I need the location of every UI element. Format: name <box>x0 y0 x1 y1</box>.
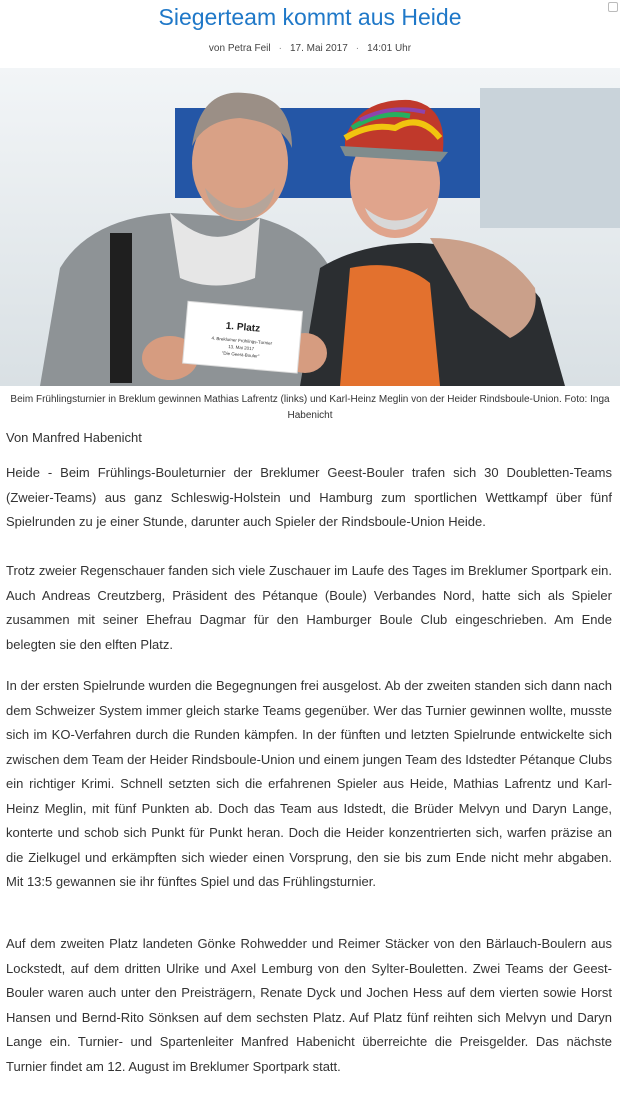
article-title: Siegerteam kommt aus Heide <box>158 4 462 30</box>
meta-time: 14:01 Uhr <box>367 43 412 54</box>
card-title: 1. Platz <box>225 320 261 335</box>
card-line: "Die Geest-Bouler" <box>221 350 260 359</box>
article-paragraph: Trotz zweier Regenschauer fanden sich viele Zuschauer im Laufe des Tages im Breklumer Sportpark ein. Auch Andreas Creutzberg, Präsident des Pétanque (Boule) Verbandes Nord, hatte sich als Spieler zusammen mit seiner Ehefrau Dagmar für den Hamburger Boule Club eingeschrieben. Am Ende belegten sie den elften Platz. <box>6 563 612 652</box>
meta-date: 17. Mai 2017 <box>289 43 348 54</box>
article-meta <box>0 43 620 54</box>
card-line: 13. Mai 2017 <box>227 344 255 352</box>
article-paragraph: Heide - Beim Frühlings-Bouleturnier der Breklumer Geest-Bouler trafen sich 30 Doubletten-Teams (Zweier-Teams) aus ganz Schleswig-Holstein und Hamburg zum sportlichen Wettkampf über fünf Spielrunden zu je einer Stunde, darunter auch Spieler der Rindsboule-Union Heide. <box>6 465 612 529</box>
meta-separator: · <box>278 43 282 54</box>
card-line: 4. Breklumer Frühlings-Turnier <box>211 335 273 346</box>
photo-illustration <box>0 68 620 386</box>
meta-author: von Petra Feil <box>208 43 271 54</box>
article-paragraph: In der ersten Spielrunde wurden die Begegnungen frei ausgelost. Ab der zweiten standen sich dann nach dem Schweizer System immer gleich starke Teams gegenüber. Wer das Turnier gewinnen wollte, musste sich im KO-Verfahren durch die Runden kämpfen. In der fünften und letzten Spielrunde entwickelte sich zwischen dem Team der Heider Rindsboule-Union und einem jungen Team des Idstedter Pétanque Clubs ein richtiger Krimi. Schnell setzten sich die erfahrenen Spieler aus Heide, Mathias Lafrentz und Karl-Heinz Meglin, mit fünf Punkten ab. Doch das Team aus Idstedt, die Brüder Melvyn und Daryn Lange, konterte und schob sich Punkt für Punkt heran. Doch die Heider konzentrierten sich, warfen präzise an die Zielkugel und erkämpften sich wieder einen Vorsprung, den sie bis zum Ende nicht mehr abgaben. Mit 13:5 gewannen sie ihr fünftes Spiel und das Frühlingsturnier. <box>6 678 612 889</box>
article-byline: Von Manfred Habenicht <box>6 430 142 445</box>
article-photo <box>0 68 620 386</box>
photo-caption: Beim Frühlingsturnier in Breklum gewinnen Mathias Lafrentz (links) und Karl-Heinz Meglin von der Heider Rindsboule-Union. Foto: Inga Habenicht <box>10 394 610 421</box>
article-paragraph: Auf dem zweiten Platz landeten Gönke Rohwedder und Reimer Stäcker von den Bärlauch-Boulern aus Lockstedt, auf dem dritten Ulrike und Axel Lemburg von den Sylter-Bouletten. Zwei Teams der Geest-Bouler waren auch unter den Preisträgern, Renate Dyck und Jochen Hess auf dem vierten sowie Horst Hansen und Bernd-Rito Sönksen auf dem sechsten Platz. Auf Platz fünf reihten sich Melvyn und Daryn Lange ein. Turnier- und Spartenleiter Manfred Habenicht überreichte die Preisgelder. Das nächste Turnier findet am 12. August im Breklumer Sportpark statt. <box>6 936 612 1074</box>
meta-separator: · <box>355 43 360 54</box>
